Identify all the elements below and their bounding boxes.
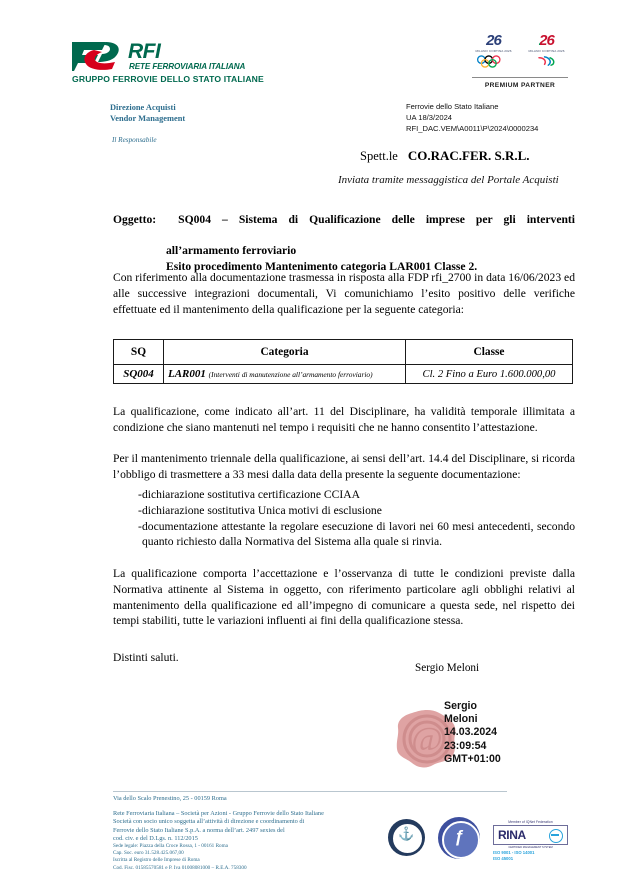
- footer-legal-line-3: Iscritta al Registro delle Imprese di Roma: [113, 857, 200, 864]
- rfi-logo: [72, 40, 272, 85]
- paralympic-city-label: MILANO CORTINA 2026: [528, 49, 565, 53]
- cell-category-description: (Interventi di manutenzione all’armamento ferroviario): [208, 370, 373, 379]
- subject-line-3: Esito procedimento Mantenimento categoria LAR001 Classe 2.: [166, 259, 478, 273]
- list-item-text: dichiarazione sostitutiva certificazione CCIAA: [142, 488, 360, 501]
- table-header-categoria: Categoria: [164, 340, 406, 365]
- fs-italiane-seal-icon: ƒ: [438, 817, 480, 859]
- table-header-row: [114, 340, 573, 365]
- footer-legal-line-1: Sede legale: Piazza della Croce Rossa, 1 - 00161 Roma: [113, 843, 228, 849]
- stamp-line-4: 23:09:54: [444, 739, 487, 752]
- rina-symbol-icon: [549, 829, 563, 843]
- rfi-wordmark: RFI: [128, 40, 161, 63]
- list-item: [113, 503, 575, 519]
- qualification-table: [113, 339, 573, 384]
- rfi-logo-mark-icon: [72, 40, 124, 72]
- protocol-block: [406, 101, 538, 134]
- issuing-company: Ferrovie dello Stato Italiane: [406, 102, 499, 111]
- recipient-name: CO.RAC.FER. S.R.L.: [407, 148, 530, 163]
- body-paragraph-1: Con riferimento alla documentazione trasmessa in risposta alla FDP rfi_2700 in data 16/06/2023 ed alle successive integrazioni documentali, Vi comunichiamo l’esito positivo delle verifiche effettuate ed il mantenimento della qualificazione per la seguente categoria:: [113, 271, 575, 316]
- signer-name: Sergio Meloni: [415, 662, 480, 674]
- footer-legal-line-2: Cap. Soc. euro 31.528.425.067,00: [113, 850, 184, 857]
- list-item-text: documentazione attestante la regolare esecuzione di lavori nei 60 mesi antecedenti, secondo quanto richiesto dalla Normativa del Sistema alla quale si rinvia.: [142, 519, 575, 549]
- list-item: [113, 519, 575, 551]
- stamp-line-1: Sergio: [444, 700, 477, 712]
- table-row: [114, 365, 573, 384]
- paralympic-agitos-icon: [526, 55, 567, 68]
- cell-category-code: LAR001: [168, 368, 206, 380]
- certification-logos: [388, 817, 568, 863]
- footer-company-line-3: Ferrovie dello Stato Italiane S.p.A. a norma dell’art. 2497 sexies del: [113, 826, 285, 834]
- subject-line-2: all’armamento ferroviario: [166, 244, 297, 257]
- footer-company-info: [113, 810, 324, 843]
- footer-address: Via dello Scalo Prenestino, 25 - 00159 Roma: [113, 795, 227, 802]
- premium-divider: [472, 77, 568, 78]
- cell-category: [164, 365, 406, 384]
- milano-cortina-olympic-logo: [472, 33, 516, 73]
- body-paragraph-4: La qualificazione comporta l’accettazione e l’osservanza di tutte le condizioni previste dalla Normativa attinente al Sistema in oggetto, con riferimento particolare agli obblighi relativi al mantenimento della qualificazione ed all’impegno di comunicare a questa sede, nel rispetto dei tempi stabiliti, tutte le variazioni influenti ai fini della qualificazione stessa.: [113, 567, 575, 628]
- role-label: Il Responsabile: [112, 136, 157, 144]
- recipient-prefix: Spett.le: [360, 149, 398, 163]
- subject-line-1: SQ004 – Sistema di Qualificazione delle imprese per gli interventi: [178, 213, 575, 226]
- digital-signature-stamp: [396, 700, 566, 775]
- document-header: [0, 0, 619, 95]
- footer-company-line-1: Rete Ferroviaria Italiana – Società per Azioni - Gruppo Ferrovie dello Stato Italiane: [113, 810, 324, 817]
- subject-label: Oggetto:: [113, 213, 157, 226]
- olympic-rings-icon: [473, 55, 514, 68]
- table-header-sq: SQ: [114, 340, 164, 365]
- body-paragraph-3: Per il mantenimento triennale della qualificazione, ai sensi dell’art. 14.4 del Disciplinare, si ricorda l’obbligo di trasmettere a 33 mesi dalla data della presente la seguente documentazione:: [113, 452, 575, 481]
- department-line-2: Vendor Management: [110, 113, 186, 123]
- stamp-line-5: GMT+01:00: [444, 752, 501, 765]
- department-line-1: Direzione Acquisti: [110, 103, 176, 112]
- rfi-group-line: GRUPPO FERROVIE DELLO STATO ITALIANE: [72, 74, 264, 84]
- requirements-list: [113, 487, 575, 550]
- body-paragraph-2: La qualificazione, come indicato all’art. 11 del Disciplinare, ha validità temporale illimitata a condizione che siano mantenuti nel tempo i requisiti che ne hanno consentito l’attestazione.: [113, 405, 575, 434]
- cell-sq-code: SQ004: [114, 365, 164, 384]
- rina-iso-line-2: ISO 45001: [493, 856, 514, 862]
- olympic-city-label: MILANO CORTINA 2026: [475, 49, 512, 53]
- cell-classe: Cl. 2 Fino a Euro 1.600.000,00: [406, 365, 573, 384]
- svg-text:@: @: [411, 721, 443, 758]
- footer-company-line-4: cod. civ. e del D.Lgs. n. 112/2015: [113, 834, 198, 842]
- footer-divider: [113, 791, 507, 792]
- footer-legal-info: [113, 843, 247, 872]
- protocol-ua: UA 18/3/2024: [406, 113, 453, 122]
- rina-certification-logo: [493, 820, 568, 861]
- subject-block: [113, 212, 575, 274]
- list-item-text: dichiarazione sostitutiva Unica motivi di esclusione: [142, 503, 382, 517]
- list-item: [113, 487, 575, 503]
- footer-legal-line-4: Cod. Fisc. 01585570581 e P. Iva 01008081000 – R.E.A. 758300: [113, 864, 247, 871]
- bullet-marker: -: [138, 488, 142, 501]
- table-header-classe: Classe: [406, 340, 573, 365]
- stamp-line-2: Meloni: [444, 713, 478, 726]
- rfi-tagline: RETE FERROVIARIA ITALIANA: [129, 62, 246, 71]
- rina-scope-label: CERTIFIED MANAGEMENT SYSTEM: [508, 846, 553, 849]
- bullet-marker: -: [138, 519, 142, 533]
- bullet-marker: -: [138, 503, 142, 517]
- milano-cortina-paralympic-logo: [525, 33, 569, 73]
- department-block: [110, 103, 185, 124]
- premium-partner-label: PREMIUM PARTNER: [484, 82, 556, 89]
- footer-company-line-2: Società con socio unico soggetta all’attività di direzione e coordinamento di: [113, 818, 305, 826]
- protocol-reference: RFI_DAC.VEM\A0011\P\2024\0000234: [406, 124, 539, 133]
- rina-federation-label: Member of IQNet Federation: [508, 820, 553, 824]
- olympic-26-mark: 26: [486, 32, 501, 49]
- closing-salutation: Distinti saluti.: [113, 651, 179, 664]
- rina-wordmark: RINA: [498, 828, 526, 842]
- stamp-line-3: 14.03.2024: [444, 726, 498, 739]
- stamp-text-block: [444, 700, 501, 766]
- paralympic-26-mark: 26: [525, 33, 569, 48]
- quality-seal-icon: ⚓: [388, 819, 425, 856]
- delivery-note: Inviata tramite messaggistica del Portale Acquisti: [338, 174, 559, 186]
- rina-iso-line-1: ISO 9001 - ISO 14001: [493, 850, 535, 856]
- recipient-block: [360, 148, 530, 164]
- olympic-partner-block: [470, 33, 570, 89]
